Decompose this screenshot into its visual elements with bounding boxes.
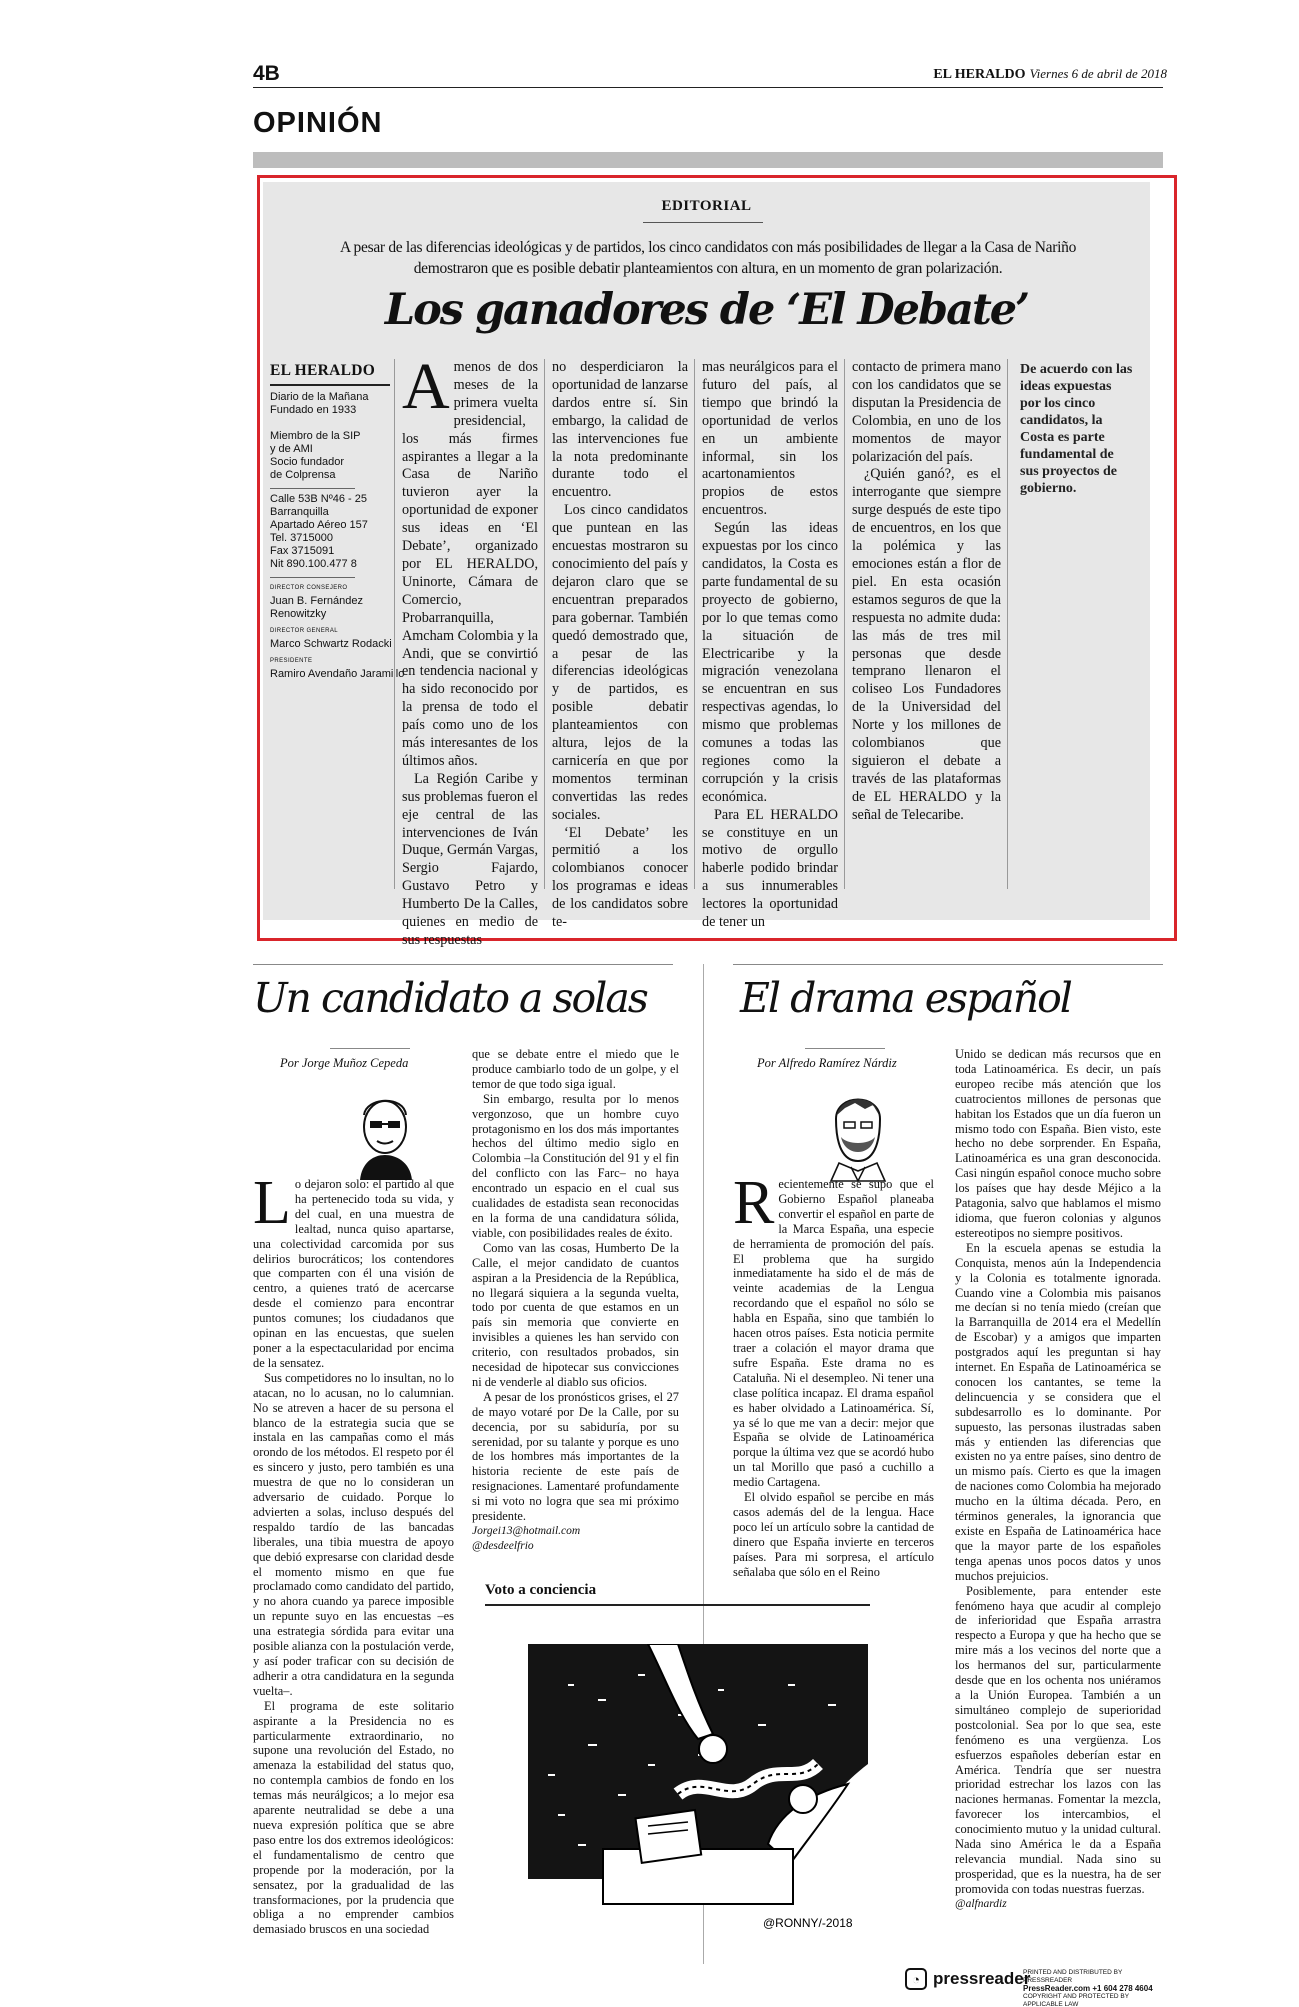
paragraph: Los cinco candidatos que puntean en las encuestas mostraron su conocimiento del país y dejaron claro que se encuentran preparados para gobernar. También quedó demostrado que, a pesar de las diferencias ideológicas y de partidos, es posible debatir planteamientos con altura, lejos de la carnicería en que por momentos terminan convertidas las redes sociales.	[552, 502, 688, 823]
paragraph: mas neurálgicos para el futuro del país, al tiempo que brindó la oportunidad de verlos en un ambiente informal, sin los acartonamientos propios de estos encuentros.	[702, 359, 838, 519]
column-top-rule	[733, 964, 1163, 965]
section-bar	[253, 152, 1163, 168]
masthead-line: Diario de la Mañana	[270, 391, 369, 403]
cartoon-label: Voto a conciencia	[485, 1582, 597, 1598]
masthead-date	[933, 66, 1167, 83]
editorial-panel	[263, 182, 1150, 948]
paragraph: Unido se dedican más recursos que en toda Latinoamérica. Es decir, un país europeo recibe más atención que los cuatrocientos millones de personas que habitan los Estados que un día fueron un mismo todo con España. Bien visto, este hecho no debe sorprender. En España, Latinoamérica es una gran desconocida. Casi ningún español conoce mucho sobre los países que hay desde Méjico a la Patagonia, salvo que hablamos el mismo idioma, que fueron colonias y algunos estereotipos no siempre positivos.	[955, 1047, 1161, 1240]
pressreader-logo[interactable]	[905, 1968, 1030, 1990]
opinion-title-left: Un candidato a solas	[253, 974, 647, 1022]
column-top-rule	[253, 964, 673, 965]
issue-date: Viernes 6 de abril de 2018	[1029, 66, 1167, 81]
masthead-line: Calle 53B Nº46 - 25	[270, 493, 367, 505]
paragraph: A pesar de los pronósticos grises, el 27 de mayo votaré por De la Calle, por su decencia, por su sabiduría, por su serenidad, por su talante y porque es uno de los hombres más importantes de la historia reciente de este país de resignaciones. Lamentaré profundamente si mi voto no logra que sea mi próximo presidente.	[472, 1389, 679, 1524]
pull-quote: De acuerdo con las ideas expuestas por los cinco candidatos, la Costa es parte fundamental de sus proyectos de gobierno.	[1020, 362, 1133, 496]
editorial-lead: A pesar de las diferencias ideológicas y de partidos, los cinco candidatos con más posibilidades de llegar a la Casa de Nariño demostraron que es posible debatir planteamientos con altura, en un momento de gran polarización.	[339, 239, 1077, 277]
paragraph: Como van las cosas, Humberto De la Calle, el mejor candidato de cuantos aspiran a la Presidencia de la República, no llegará siquiera a la segunda vuelta, todo por cuenta de que estamos en un país sin memoria que convierte en invisibles a quienes les han servido con criterio, con resultados probados, sin necesidad de hipotecar sus convicciones ni de venderle al diablo sus oficios.	[472, 1240, 679, 1389]
header-rule	[253, 87, 1163, 88]
notice-line: COPYRIGHT AND PROTECTED BY APPLICABLE LAW	[1023, 1993, 1129, 2007]
opinion-right-column-1	[733, 1169, 934, 1579]
column-divider	[394, 359, 395, 889]
author-handle: @alfnardiz	[955, 1897, 1007, 1910]
masthead-brand: EL HERALDO	[270, 362, 390, 386]
paragraph: contacto de primera mano con los candidatos que se disputan la Presidencia de Colombia, en uno de los momentos de mayor polarización del país.	[852, 359, 1001, 465]
masthead-name: Juan B. Fernández Renowitzky	[270, 595, 363, 620]
byline-rule	[805, 1048, 885, 1049]
paragraph: Recientemente se supo que el Gobierno Español planeaba convertir el español en parte de la Marca España, una especie de herramienta de promoción del país. El problema que ha surgido inmediatamente ha sido el de más de veinte academias de la Lengua recordando que el español no sólo se habla en España, sino que también lo hacen otros países. Esta noticia permite traer a colación el mayor drama que sufre España. Este drama no es Cataluña. Ni el desempleo. Ni tener una clase política incapaz. El drama español es haber olvidado a Latinoamérica. Sí, ya sé lo que me van a decir: mejor que España se olvide de Latinoamérica porque la última vez que se acordó hubo un tal Morillo que pasó a cuchillo a medio Cartagena.	[733, 1169, 934, 1490]
paragraph: El programa de este solitario aspirante a la Presidencia no es particularmente extraordinario, no supone una revolución del Estado, no amenaza la estabilidad del status quo, no contempla cambios de fondo en los temas más neurálgicos; a lo mejor esa aparente neutralidad se debe a una nueva expresión política que se abre paso entre los dos extremos ideológicos: el fundamentalismo de centro que propende por la moderación, por la sensatez, por la gradualidad de las transformaciones, por la prudencia que obliga a no emprender cambios demasiado bruscos en una sociedad	[253, 1698, 454, 1937]
editorial-headline: Los ganadores de ‘El Debate’	[384, 285, 1029, 335]
cartoon-signature: @RONNY/-2018	[763, 1916, 853, 1930]
paragraph: En la escuela apenas se estudia la Conquista, menos aún la Independencia y la Colonia es totalmente ignorada. Cuando vine a Colombia mis paisanos me decían si no tenía miedo (creían que la Barranquilla de 2014 era el Medellín de Escobar) y a amigos que imparten postgrados aquí les preguntan si hay internet. En España de Latinoamérica se conocen los cantantes, se teme la delincuencia y se considera que el subdesarrollo es lo dominante. Por supuesto, las personas ilustradas saben más y entienden las diferencias que existen no ya entre países, sino dentro de un mismo país. Cierto es que la imagen de naciones como Colombia ha mejorado mucho en la última década. Pero, en términos generales, la ignorancia que existe en España de Latinoamérica hace que la mayor parte de los españoles tenga apenas unos pocos datos y unos muchos prejuicios.	[955, 1240, 1161, 1583]
opinion-left-column-2	[472, 1047, 679, 1554]
section-title: OPINIÓN	[253, 107, 383, 139]
paragraph: Posiblemente, para entender este fenómeno haya que acudir al complejo de inferioridad que España arrastra respecto a Europa y que ha hecho que se mire más a los vecinos del norte que a los hermanos del sur, particularmente desde que en los ochenta nos uniéramos a la Unión Europea. También a un simultáneo complejo de superioridad postcolonial. Sea por lo que sea, este fenómeno es una vergüenza. Los esfuerzos españoles deberían estar en América. Tendría que ser nuestra prioridad estrechar los lazos con las naciones hermanas. Fomentar la mezcla, favorecer los intercambios, el conocimiento mutuo y la unidad cultural. Nada sino América le da a España relevancia mundial. Nada sino su prosperidad, que es la nuestra, ha de ser promovida con todas nuestras fuerzas.	[955, 1583, 1161, 1896]
column-divider	[694, 359, 695, 889]
pressreader-icon: ◔	[905, 1968, 927, 1990]
paragraph: Según las ideas expuestas por los cinco candidatos, la Costa es parte fundamental de su proyecto de gobierno, por lo que temas como la situación de Electricaribe y la migración venezolana se encuentran en sus respectivas agendas, lo mismo que problemas comunes a todas las regiones como la corrupción y la crisis económica.	[702, 520, 838, 805]
editorial-label-rule	[643, 222, 763, 223]
column-divider	[1007, 359, 1008, 889]
author-email: Jorgei13@hotmail.com	[472, 1525, 581, 1537]
masthead-name: Marco Schwartz Rodacki	[270, 638, 392, 650]
author-handle: @desdeelfrio	[472, 1539, 534, 1552]
paragraph: Para EL HERALDO se constituye en un motivo de orgullo haberle podido brindar a sus innumerables lectores la oportunidad de tener un	[702, 806, 838, 931]
masthead-line: Fax 3715091	[270, 545, 335, 557]
author-portrait-right	[803, 1075, 913, 1185]
column-divider	[844, 359, 845, 889]
masthead-line: Nit 890.100.477 8	[270, 558, 357, 570]
paragraph: que se debate entre el miedo que le produce cambiarlo todo de un golpe, y el temor de que todo siga igual.	[472, 1047, 679, 1091]
paragraph: La Región Caribe y sus problemas fueron el eje central de las intervenciones de Iván Duque, Germán Vargas, Sergio Fajardo, Gustavo Petro y Humberto De la Calles, quienes en medio de sus respuestas	[402, 770, 538, 948]
masthead-role: DIRECTOR GENERAL	[270, 628, 338, 634]
paragraph: Sus competidores no lo insultan, no lo atacan, no lo acusan, no lo calumnian. No se atreven a hacer de su persona el blanco de la estrategia sucia que se instala en las campañas como el más orondo de los métodos. El respeto por él es sincero y justo, pero también es una muestra de que no lo consideran un adversario de cuidado. Porque lo advierten a solas, incluso después del respaldo tardío de las bancadas liberales, una tibia muestra de apoyo que debió expresarse con claridad desde el momento mismo en que fue proclamado como candidato del partido, y no ahora cuando ya parece imposible un repunte suyo en las encuestas –es una estrategia sórdida para evitar una posible alianza con la postulación verde, y así poder traficar con su decisión de adherir a otra candidatura en la segunda vuelta–.	[253, 1370, 454, 1698]
paragraph: El olvido español se percibe en más casos además del de la lengua. Hace poco leí un artículo sobre la cantidad de dinero que España invierte en terceros países. Para mi sorpresa, el artículo señalaba que sólo en el Reino	[733, 1490, 934, 1579]
masthead-line: Socio fundador	[270, 456, 344, 468]
masthead-line: Barranquilla	[270, 506, 329, 518]
editorial-cartoon	[528, 1644, 868, 1934]
masthead-line: y de AMI	[270, 443, 313, 455]
byline-rule	[330, 1048, 410, 1049]
masthead-role: DIRECTOR CONSEJERO	[270, 585, 348, 591]
page-number: 4B	[253, 62, 280, 85]
masthead-line: Fundado en 1933	[270, 404, 357, 416]
masthead-info	[270, 391, 410, 681]
paragraph: no desperdiciaron la oportunidad de lanzarse dardos entre sí. Sin embargo, la calidad de las intervenciones fue la nota predominante durante todo el encuentro.	[552, 359, 688, 501]
editorial-label: EDITORIAL	[661, 198, 752, 214]
author-portrait-left	[330, 1075, 440, 1185]
opinion-right-column-2	[955, 1047, 1161, 1912]
notice-line: PressReader.com +1 604 278 4604	[1023, 1984, 1153, 1993]
paragraph: Amenos de dos meses de la primera vuelta presidencial, los más firmes aspirantes a llegar a la Casa de Nariño tuvieron ayer la oportunidad de exponer sus ideas en ‘El Debate’, organizado por EL HERALDO, Uninorte, Cámara de Comercio, Probarranquilla, Amcham Colombia y la Andi, que se convirtió en tendencia nacional y ha sido reconocido por la prensa de todo el país como uno de los más interesantes de los últimos años.	[402, 350, 538, 769]
editorial-column-2	[552, 359, 688, 932]
masthead-line: Miembro de la SIP	[270, 430, 361, 442]
masthead-role: PRESIDENTE	[270, 658, 313, 664]
pressreader-notice	[1023, 1969, 1163, 2007]
editorial-column-1	[402, 350, 538, 950]
masthead-line: Apartado Aéreo 157	[270, 519, 368, 531]
opinion-left-column-1	[253, 1169, 454, 1937]
paragraph: Lo dejaron solo: el partido al que ha pertenecido toda su vida, y del cual, en una muestra de lealtad, nunca quiso apartarse, una colectividad carcomida por sus delirios burocráticos; los contendores que comparten con él una visión de centro, a quienes trató de acercarse desde el comienzo para encontrar puntos comunes; los ciudadanos que opinan en las encuestas, que suelen poner a la espectacularidad por encima de la sensatez.	[253, 1169, 454, 1370]
paragraph: ¿Quién ganó?, es el interrogante que siempre surge después de este tipo de encuentros, en los que la polémica y las emociones están a flor de piel. En esta ocasión estamos seguros de que la respuesta no admite duda: las más de tres mil personas que desde temprano llenaron el coliseo Los Fundadores de la Universidad del Norte y los millones de colombianos que siguieron el debate a través de las plataformas de EL HERALDO y la señal de Telecaribe.	[852, 466, 1001, 823]
editorial-column-3	[702, 359, 838, 932]
masthead-line: Tel. 3715000	[270, 532, 333, 544]
notice-line: PRINTED AND DISTRIBUTED BY PRESSREADER	[1023, 1969, 1123, 1984]
byline-left: Por Jorge Muñoz Cepeda	[280, 1056, 409, 1070]
paragraph: ‘El Debate’ les permitió a los colombianos conocer los programas e ideas de los candidatos sobre te-	[552, 824, 688, 931]
masthead-line: de Colprensa	[270, 469, 336, 481]
paragraph: Sin embargo, resulta por lo menos vergonzoso, que un hombre cuyo protagonismo en los dos más importantes hechos del último medio siglo en Colombia –la Constitución del 91 y el fin del conflicto con las Farc– no haya encontrado un espacio en el cual sus cualidades de estadista sean reconocidas en la forma de una candidatura sólida, viable, con posibilidades reales de éxito.	[472, 1091, 679, 1240]
editorial-masthead	[270, 362, 410, 681]
byline-right: Por Alfredo Ramírez Nárdiz	[757, 1056, 897, 1070]
column-divider	[544, 359, 545, 889]
opinion-title-right: El drama español	[740, 974, 1071, 1022]
cartoon-rule	[485, 1604, 870, 1606]
paper-name: EL HERALDO	[933, 67, 1026, 82]
masthead-name: Ramiro Avendaño Jaramillo	[270, 668, 405, 680]
pressreader-wordmark: pressreader	[933, 1969, 1031, 1988]
editorial-column-4	[852, 359, 1001, 825]
